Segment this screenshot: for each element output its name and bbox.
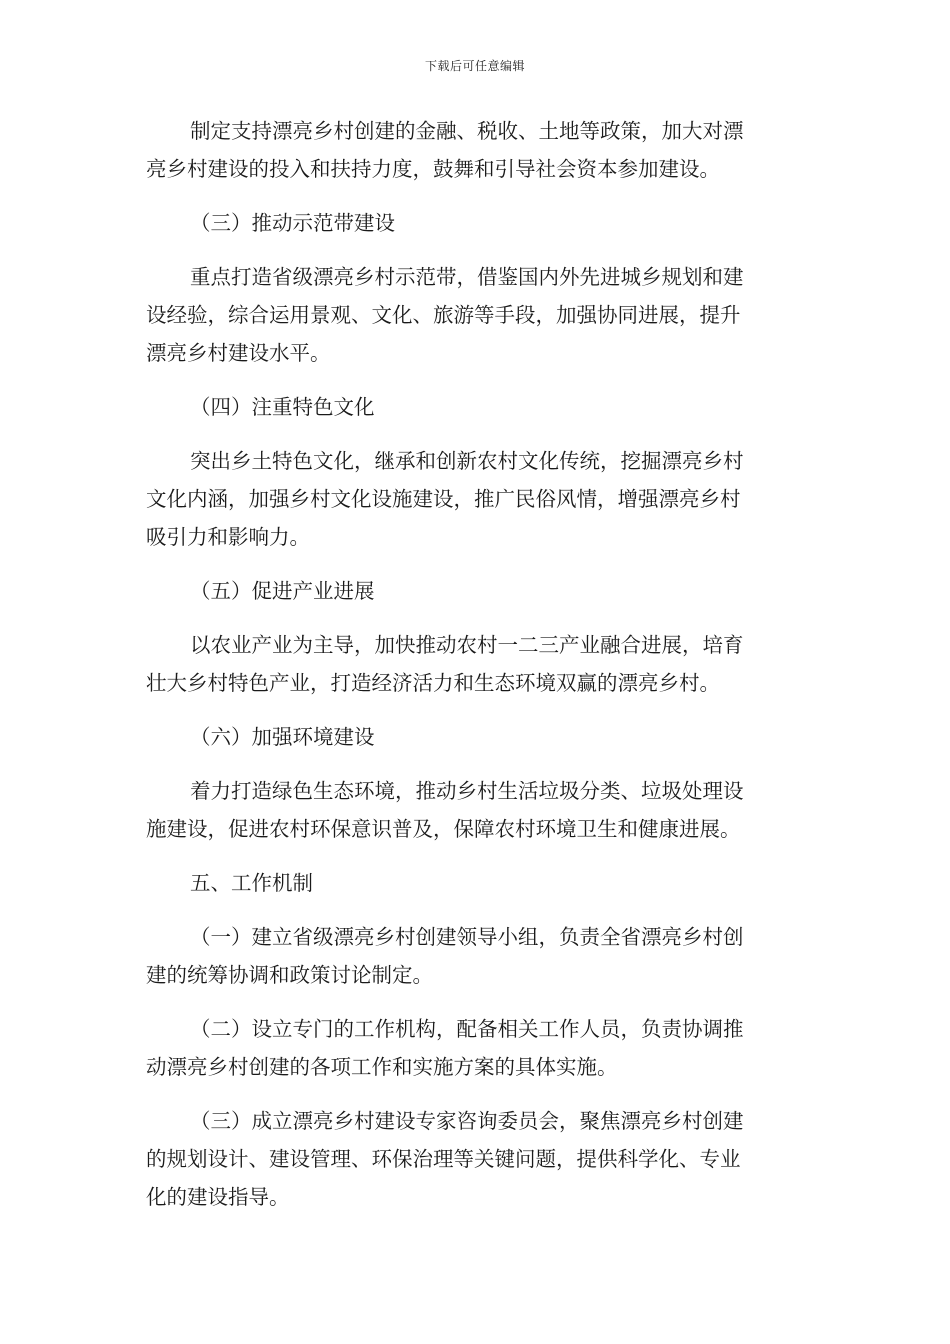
body-line: 亮乡村建设的投入和扶持力度，鼓舞和引导社会资本参加建设。 — [146, 157, 720, 181]
body-line: 漂亮乡村建设水平。 — [146, 341, 331, 365]
body-line: （三）成立漂亮乡村建设专家咨询委员会，聚焦漂亮乡村创建 — [190, 1109, 744, 1133]
body-line: （一）建立省级漂亮乡村创建领导小组，负责全省漂亮乡村创 — [190, 925, 744, 949]
body-line: 突出乡土特色文化，继承和创新农村文化传统，挖掘漂亮乡村 — [190, 449, 744, 473]
chapter-heading: 五、工作机制 — [190, 871, 313, 895]
body-line: 文化内涵，加强乡村文化设施建设，推广民俗风情，增强漂亮乡村 — [146, 487, 741, 511]
body-line: 施建设，促进农村环保意识普及，保障农村环境卫生和健康进展。 — [146, 817, 741, 841]
section-heading: （五）促进产业进展 — [190, 579, 375, 603]
section-heading: （六）加强环境建设 — [190, 725, 375, 749]
body-line: 着力打造绿色生态环境，推动乡村生活垃圾分类、垃圾处理设 — [190, 779, 744, 803]
body-line: 建的统筹协调和政策讨论制定。 — [146, 963, 433, 987]
body-line: 设经验，综合运用景观、文化、旅游等手段，加强协同进展，提升 — [146, 303, 741, 327]
body-line: 吸引力和影响力。 — [146, 525, 310, 549]
body-line: 壮大乡村特色产业，打造经济活力和生态环境双赢的漂亮乡村。 — [146, 671, 720, 695]
body-line: 制定支持漂亮乡村创建的金融、税收、土地等政策，加大对漂 — [190, 119, 744, 143]
section-heading: （四）注重特色文化 — [190, 395, 375, 419]
body-line: 的规划设计、建设管理、环保治理等关键问题，提供科学化、专业 — [146, 1147, 741, 1171]
body-line: 化的建设指导。 — [146, 1185, 290, 1209]
body-line: （二）设立专门的工作机构，配备相关工作人员，负责协调推 — [190, 1017, 744, 1041]
section-heading: （三）推动示范带建设 — [190, 211, 395, 235]
body-line: 以农业产业为主导，加快推动农村一二三产业融合进展，培育 — [190, 633, 744, 657]
body-line: 重点打造省级漂亮乡村示范带，借鉴国内外先进城乡规划和建 — [190, 265, 744, 289]
body-line: 动漂亮乡村创建的各项工作和实施方案的具体实施。 — [146, 1055, 618, 1079]
header-note: 下载后可任意编辑 — [424, 59, 525, 73]
